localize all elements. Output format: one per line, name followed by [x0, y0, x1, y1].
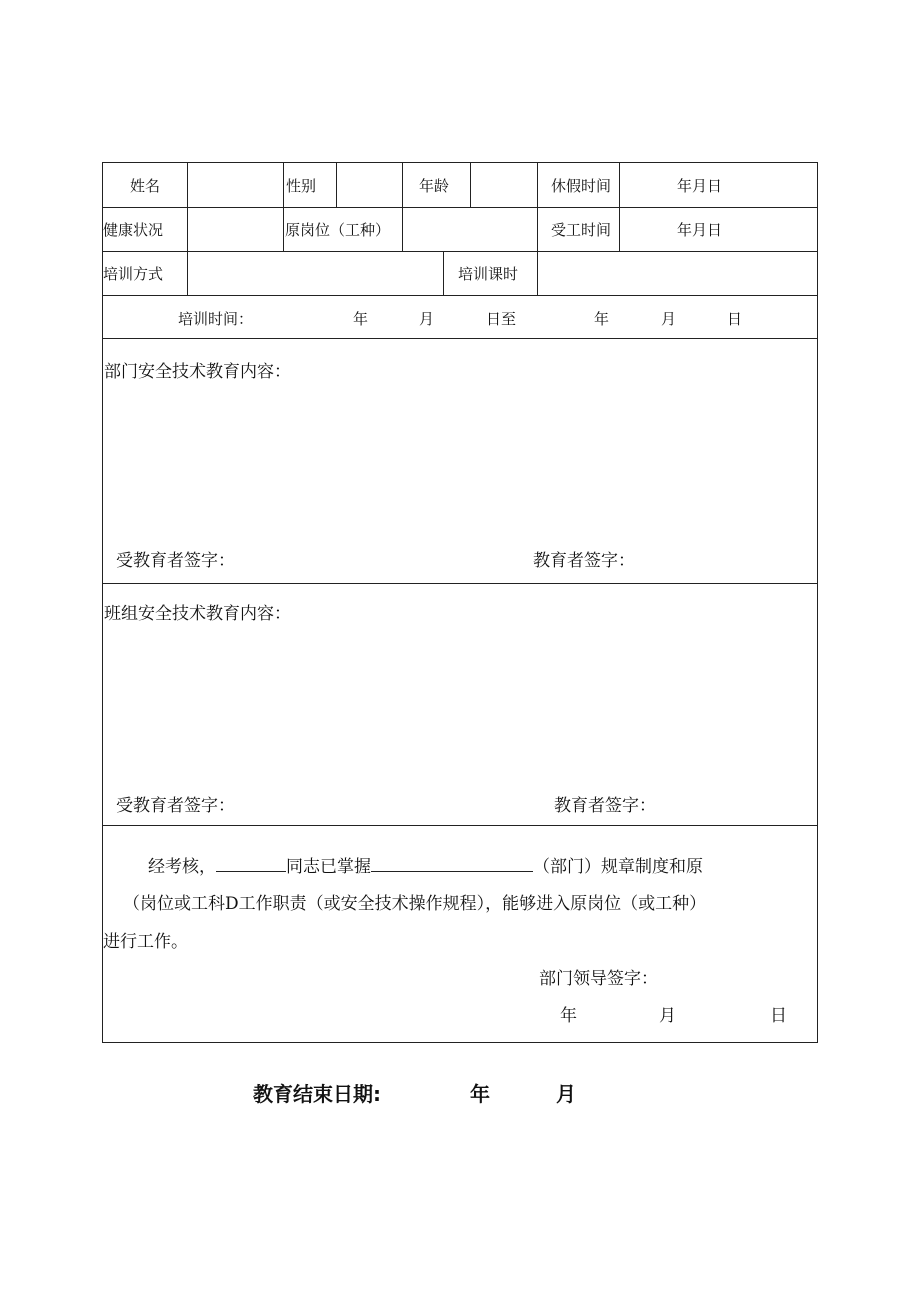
return-label-cell [538, 208, 620, 251]
assessment-line-2: （岗位或工科D工作职责（或安全技术操作规程），能够进入原岗位（或工种） [123, 894, 707, 914]
orig-post-label-cell [284, 208, 403, 251]
department-blank[interactable] [371, 855, 533, 872]
method-value-cell[interactable] [188, 252, 444, 295]
assessment-line-3: 进行工作。 [103, 932, 188, 952]
return-label: 受工时间 [551, 221, 612, 239]
dept-education-section [103, 339, 817, 584]
form-row-method [103, 252, 817, 296]
gender-label-cell [284, 163, 337, 207]
education-end-month: 月 [556, 1082, 576, 1106]
name-label: 姓名 [129, 176, 160, 195]
hours-value-cell[interactable] [538, 252, 817, 295]
education-end-year: 年 [470, 1082, 490, 1106]
name-value-cell[interactable] [188, 163, 284, 207]
training-time-label: 培训时间： [178, 310, 254, 328]
team-education-section [103, 584, 817, 826]
age-label: 年龄 [419, 176, 450, 195]
return-date-cell[interactable] [620, 208, 817, 251]
health-label-cell [103, 208, 188, 251]
dept-education-heading: 部门安全技术教育内容： [104, 362, 291, 382]
health-label: 健康状况 [103, 221, 164, 239]
age-label-cell [403, 163, 471, 207]
leave-date: 年月日 [677, 176, 723, 195]
education-end-date-label: 教育结束日期: [253, 1082, 381, 1106]
name-label-cell [103, 163, 188, 207]
training-start-day: 日至 [486, 310, 517, 328]
assessment-line-1 [148, 852, 703, 877]
assessment-department: （部门）规章制度和原 [533, 857, 703, 877]
training-start-year: 年 [353, 310, 369, 328]
training-start-month: 月 [419, 310, 435, 328]
assessment-section [103, 826, 817, 1042]
hours-label-cell [444, 252, 538, 295]
assessment-intro: 经考核， [148, 857, 216, 877]
gender-value-cell[interactable] [337, 163, 403, 207]
training-form-table [102, 162, 818, 1043]
assessment-mastered: 同志已掌握 [286, 857, 371, 877]
gender-label: 性别 [286, 176, 317, 195]
team-trainee-signature-label: 受教育者签字： [116, 796, 235, 816]
hours-label: 培训课时 [458, 265, 519, 283]
leave-label: 休假时间 [551, 176, 612, 195]
return-date: 年月日 [677, 221, 723, 239]
training-end-year: 年 [594, 310, 610, 328]
leave-label-cell [538, 163, 620, 207]
team-education-heading: 班组安全技术教育内容： [104, 604, 291, 624]
name-blank[interactable] [216, 855, 286, 872]
team-trainer-signature-label: 教育者签字： [554, 796, 656, 816]
leave-date-cell[interactable] [620, 163, 817, 207]
training-end-month: 月 [661, 310, 677, 328]
assessment-year: 年 [560, 1006, 577, 1026]
assessment-day: 日 [770, 1006, 787, 1026]
orig-post-value-cell[interactable] [403, 208, 538, 251]
assessment-month: 月 [659, 1006, 676, 1026]
method-label: 培训方式 [103, 265, 164, 283]
age-value-cell[interactable] [471, 163, 538, 207]
dept-trainer-signature-label: 教育者签字： [533, 551, 635, 571]
training-end-day: 日 [727, 310, 743, 328]
form-row-training-time [103, 296, 817, 339]
method-label-cell [103, 252, 188, 295]
orig-post-label: 原岗位（工种） [285, 221, 391, 239]
form-row-health [103, 208, 817, 252]
dept-trainee-signature-label: 受教育者签字： [116, 551, 235, 571]
form-row-personal [103, 163, 817, 208]
leader-signature-label: 部门领导签字： [539, 969, 658, 989]
health-value-cell[interactable] [188, 208, 284, 251]
